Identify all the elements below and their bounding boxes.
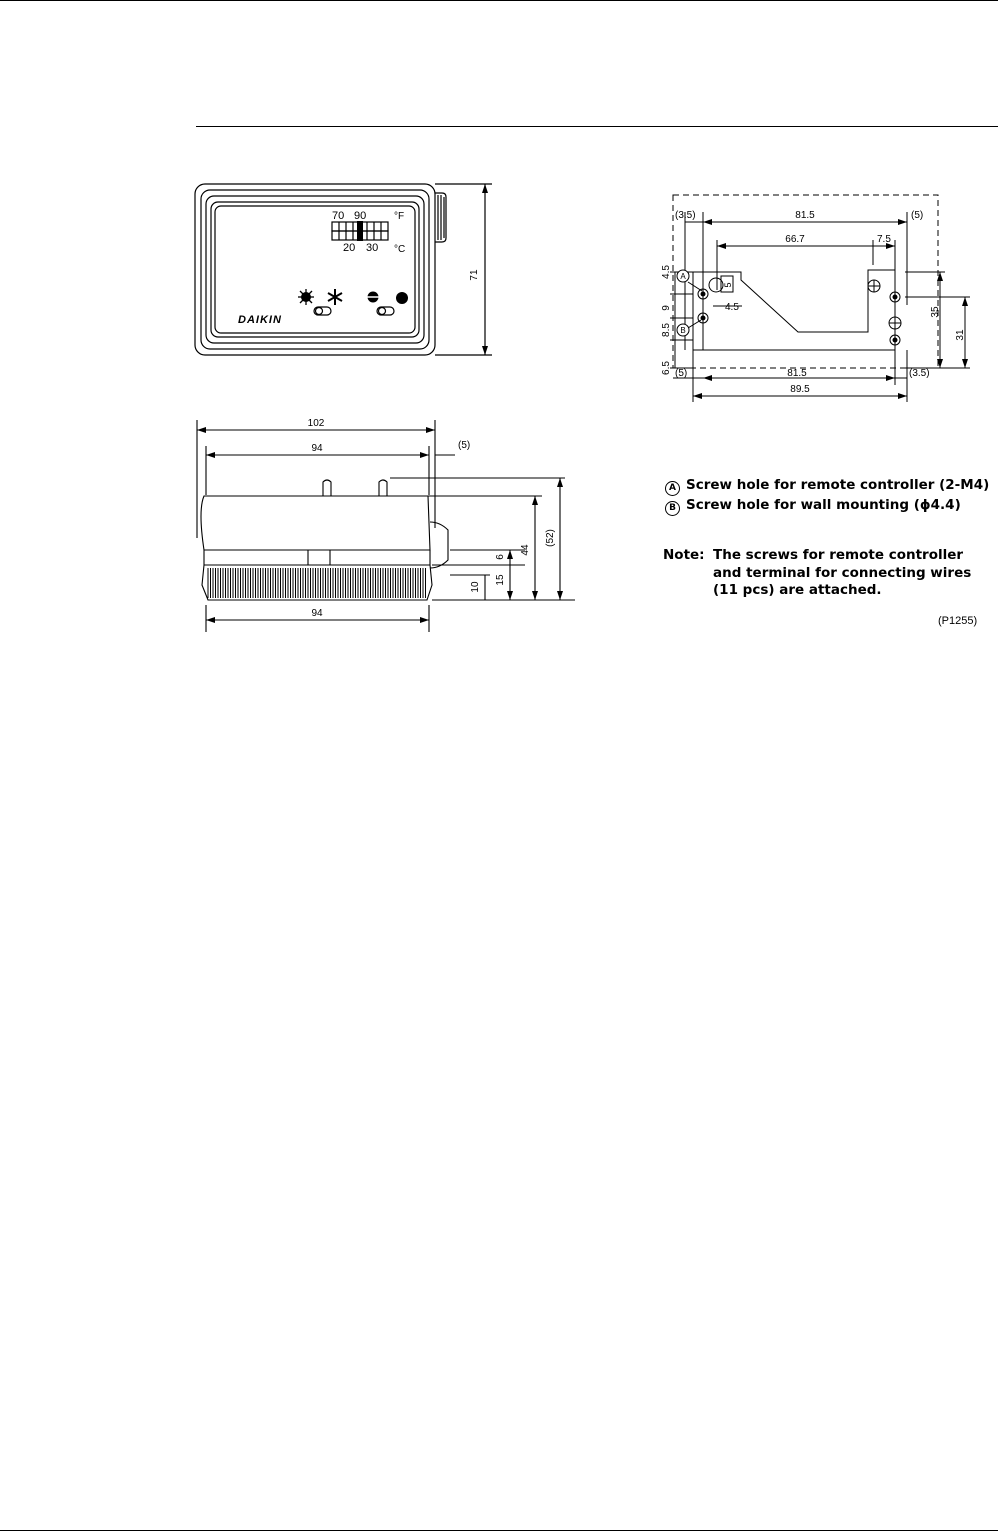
dim-3-5-bottom: (3.5) [909, 368, 930, 379]
marker-b-icon: B [665, 501, 680, 516]
dim-15: 15 [495, 574, 506, 586]
scale-f-unit: °F [394, 211, 405, 222]
scale-c-30: 30 [366, 242, 379, 254]
legend-item-a [665, 476, 990, 496]
dim-height-71: 71 [469, 269, 480, 281]
dim-5-top: (5) [911, 210, 924, 221]
fan-high-icon [396, 292, 408, 304]
fan-low-icon [366, 292, 380, 303]
dim-5-small: 5 [723, 282, 733, 288]
dim-6: 6 [495, 554, 506, 560]
front-view-drawing [180, 175, 510, 370]
dim-6-5: 6.5 [661, 361, 672, 375]
dim-5: (5) [458, 440, 471, 451]
marker-a [677, 270, 689, 282]
scale-f-70: 70 [332, 210, 345, 222]
note-label: Note: [663, 547, 705, 563]
note-line: (11 pcs) are attached. [713, 582, 882, 598]
note-line: and terminal for connecting wires [713, 564, 972, 581]
legend-text-b: Screw hole for wall mounting (ϕ4.4) [686, 497, 961, 513]
marker-b [677, 324, 689, 336]
scale-c-unit: °C [394, 244, 406, 255]
dim-7-5: 7.5 [877, 234, 891, 245]
dim-8-5: 8.5 [661, 323, 672, 337]
top-page-rule [0, 0, 998, 1]
dim-94-top: 94 [311, 443, 323, 454]
dim-5-bottom: (5) [675, 368, 688, 379]
dim-44: 44 [520, 544, 531, 556]
cool-mode-icon [328, 289, 342, 305]
figure-code: (P1255) [938, 615, 978, 627]
marker-a-icon: A [665, 481, 680, 496]
side-view-drawing [180, 410, 580, 635]
dim-102: 102 [307, 418, 325, 429]
heat-mode-icon [298, 289, 314, 305]
dim-10: 10 [470, 581, 481, 593]
svg-text:B: B [680, 326, 686, 335]
dim-52: (52) [545, 529, 556, 547]
dim-89-5: 89.5 [790, 384, 810, 395]
dim-66-7: 66.7 [785, 234, 805, 245]
legend-text-a: Screw hole for remote controller (2-M4) [686, 477, 990, 493]
dim-3-5-top: (3.5) [675, 210, 696, 221]
scale-f-90: 90 [354, 210, 367, 222]
dim-4-5-h: 4.5 [725, 302, 739, 313]
dim-31: 31 [955, 329, 966, 341]
legend-item-b [665, 496, 985, 516]
scale-c-20: 20 [343, 242, 356, 254]
section-rule [196, 126, 998, 127]
svg-text:A: A [680, 272, 686, 281]
back-view-drawing [655, 190, 985, 405]
note-line: The screws for remote controller [713, 547, 964, 563]
bottom-page-rule [0, 1530, 998, 1531]
dim-81-5-top: 81.5 [795, 210, 815, 221]
dim-35: 35 [930, 306, 941, 318]
dim-4-5-v: 4.5 [661, 265, 672, 279]
brand-logo-text: DAIKIN [238, 314, 282, 326]
dim-9: 9 [661, 305, 672, 311]
dim-81-5-bottom: 81.5 [787, 368, 807, 379]
note-body [713, 547, 998, 600]
note [663, 547, 983, 607]
legend [665, 476, 990, 516]
dim-94-bottom: 94 [311, 608, 323, 619]
base-rib-pattern [208, 568, 426, 598]
